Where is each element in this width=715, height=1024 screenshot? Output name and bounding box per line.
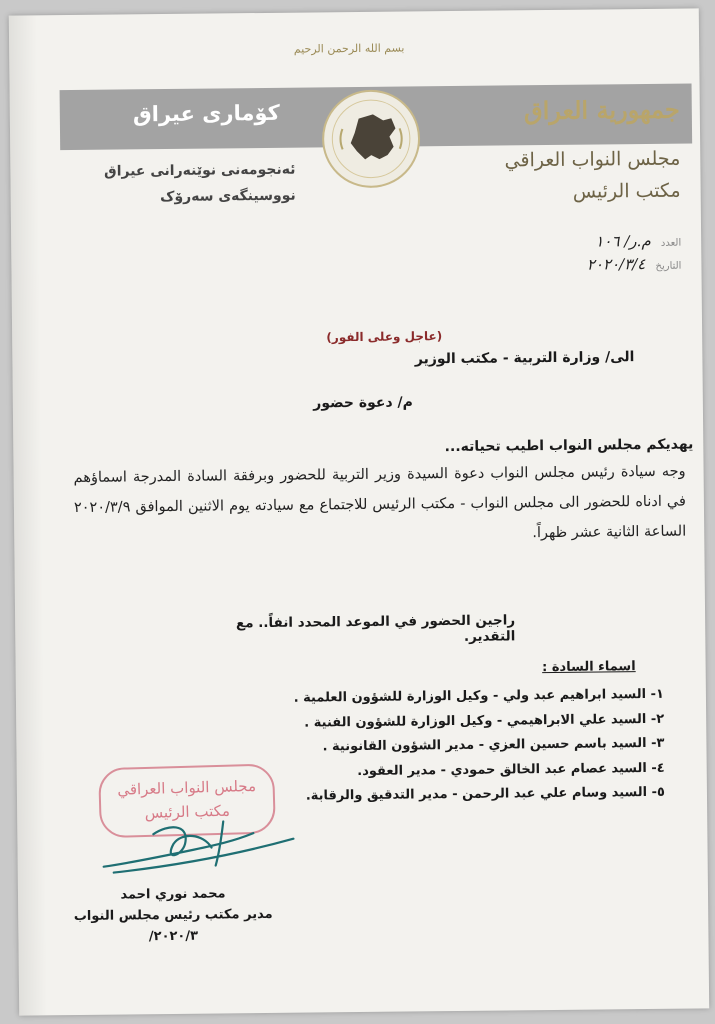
arabic-sub-line1: مجلس النواب العراقي bbox=[504, 147, 681, 172]
kurdish-sub-line2: نووسینگەی سەرۆک bbox=[159, 187, 296, 206]
kurdish-title: كۆماری عیراق bbox=[132, 100, 280, 127]
signature-icon bbox=[93, 803, 304, 885]
arabic-subtitle bbox=[480, 143, 681, 209]
recipient-line: الى/ وزارة التربية - مكتب الوزير bbox=[414, 349, 635, 368]
list-item: ٥- السيد وسام علي عبد الرحمن - مدير التدقيق والرقابة. bbox=[305, 784, 666, 804]
names-heading: اسماء السادة : bbox=[542, 659, 636, 676]
letter-page bbox=[9, 8, 709, 1015]
signer-block bbox=[68, 883, 279, 948]
date-value: ٢٠٢٠/٣/٤ bbox=[586, 254, 646, 274]
reference-block bbox=[521, 231, 681, 279]
kurdish-sub-line1: ئەنجومەنی نوێنەرانی عیراق bbox=[104, 161, 296, 180]
bismillah-text: بسم الله الرحمن الرحيم bbox=[293, 41, 405, 56]
stamp-line1: مجلس النواب العراقي bbox=[117, 776, 257, 799]
list-item: ٢- السيد علي الابراهيمي - وكيل الوزارة للشؤون الفنية . bbox=[304, 711, 665, 731]
stamp-line2: مكتب الرئيس bbox=[144, 801, 231, 822]
date-label: التاريخ bbox=[655, 260, 682, 272]
ref-number-row bbox=[521, 231, 681, 256]
list-item: ٣- السيد باسم حسين العزي - مدير الشؤون القانونية . bbox=[322, 735, 665, 755]
ref-label: العدد bbox=[660, 237, 682, 249]
kurdish-subtitle bbox=[65, 157, 296, 211]
arabic-sub-line2: مكتب الرئيس bbox=[572, 179, 681, 203]
greeting-line: يهديكم مجلس النواب اطيب تحياته... bbox=[444, 436, 694, 456]
subject-line: م/ دعوة حضور bbox=[313, 394, 413, 412]
list-item: ١- السيد ابراهيم عبد ولي - وكيل الوزارة للشؤون العلمية . bbox=[293, 686, 665, 706]
closing-line: راجين الحضور في الموعد المحدد انفاً.. مع التقدير. bbox=[235, 612, 516, 645]
signer-date: ٢٠٢٠/٣/ bbox=[148, 928, 199, 945]
names-list bbox=[276, 683, 665, 810]
signer-title: مدير مكتب رئيس مجلس النواب bbox=[73, 906, 273, 925]
ref-date-row bbox=[521, 254, 681, 279]
signer-name: محمد نوري احمد bbox=[120, 886, 226, 903]
list-item: ٤- السيد عصام عبد الخالق حمودي - مدير العقود. bbox=[357, 760, 665, 779]
arabic-title: جمهورية العراق bbox=[523, 94, 680, 126]
ref-value: م.ر/ ١٠٦ bbox=[595, 231, 651, 251]
letter-body: وجه سيادة رئيس مجلس النواب دعوة السيدة وزير التربية للحضور وبرفقة السادة المدرجة اسماؤهم في ادناه للحضور الى مجلس النواب - مكتب الرئيس للاجتماع مع سيادته يوم الاثنين الموافق ٢٠٢٠/٣/٩ الساعة الثانية عشر ظهراً. bbox=[73, 463, 687, 542]
iraq-emblem-icon bbox=[320, 87, 423, 190]
urgent-note: (عاجل وعلى الفور) bbox=[326, 329, 443, 345]
